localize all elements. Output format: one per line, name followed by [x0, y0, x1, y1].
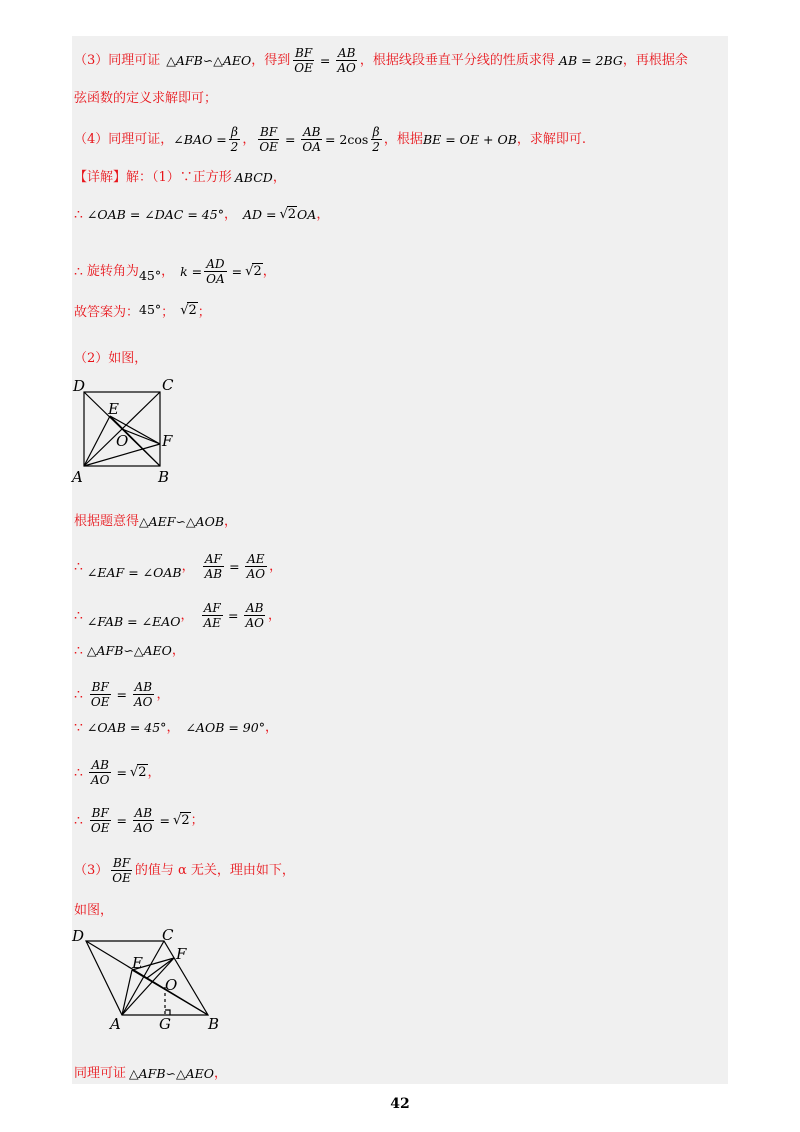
numerator: AF [203, 601, 221, 615]
text: ，求解即可. [516, 131, 587, 147]
numerator: AB [337, 46, 356, 60]
diagonal-ac [122, 941, 164, 1015]
text: ， [262, 263, 276, 279]
label-f: F [176, 945, 187, 963]
numerator: BF [113, 856, 131, 870]
fraction [89, 758, 112, 787]
math-expr: OA [297, 206, 317, 222]
math-similar: △AEF∽△AOB [139, 514, 225, 529]
denominator: AO [337, 61, 356, 75]
step-line: ∴ ∠EAF = ∠OAB ， $\frac{AF}{AB}$ = $\frac{AE}{AO}$ ， [74, 552, 283, 581]
sqrt: √2 [173, 813, 190, 828]
therefore-symbol: ∴ [74, 643, 83, 659]
numerator: AD [206, 257, 225, 271]
fraction [292, 46, 315, 75]
text: ， [224, 514, 238, 529]
equals: = [159, 812, 171, 828]
text: ， [264, 720, 278, 735]
step-line: ∴ $\frac{BF}{OE}$ = $\frac{AB}{AO}$ = √2 ； [74, 806, 204, 835]
part-3-heading [74, 856, 295, 885]
denominator: OE [259, 140, 278, 154]
fraction [245, 552, 268, 581]
math-expr: ∠AOB = 90° [185, 720, 265, 735]
math-expr: ∠OAB = ∠DAC = 45° [86, 206, 224, 222]
math-similar: △AFB∽△AEO [129, 1066, 215, 1081]
radicand: 2 [253, 264, 262, 279]
fraction [132, 680, 155, 709]
segment-ae [84, 416, 110, 466]
page-number: 42 [390, 1096, 410, 1112]
label-e: E [132, 954, 143, 972]
text: ， [166, 720, 180, 735]
figure-intro [74, 903, 113, 919]
text: ， [181, 558, 195, 574]
math-expr: = 2cos [324, 131, 369, 147]
label-b: B [208, 1015, 220, 1033]
text: 如图， [74, 903, 114, 918]
text: 故答案为： [74, 305, 140, 320]
numerator: AB [91, 758, 109, 772]
text: （3） [74, 862, 109, 878]
text: （3）同理可证 [74, 52, 161, 68]
math-expr: ∠FAB = ∠EAO [86, 613, 181, 629]
therefore-symbol: ∴ [74, 263, 83, 280]
because-symbol: ∵ [74, 720, 83, 736]
text: ， [171, 643, 185, 658]
text: ， [269, 558, 283, 574]
numerator: BF [260, 125, 278, 139]
denominator: OE [112, 871, 131, 885]
therefore-symbol: ∴ [74, 686, 83, 703]
step-line [74, 257, 276, 286]
label-g: G [159, 1015, 171, 1033]
sqrt: √2 [180, 302, 197, 318]
numerator: AB [134, 680, 153, 694]
math-similar: △AFB∽△AEO [86, 643, 172, 658]
text: ， [316, 206, 330, 222]
label-a: A [110, 1015, 121, 1033]
square-figure [70, 374, 190, 490]
math-expr: ∠OAB = 45° [86, 720, 167, 735]
equals: = [231, 263, 243, 279]
label-f: F [162, 432, 173, 450]
step-line: ∴ ∠FAB = ∠EAO ， $\frac{AF}{AE}$ = $\frac{AB}{AO}$ ， [74, 601, 281, 630]
fraction [243, 601, 266, 630]
math-expr: BE = OE + OB [422, 131, 517, 147]
denominator: OE [294, 61, 313, 75]
fraction [89, 806, 112, 835]
fraction [370, 125, 382, 154]
text: ， [223, 206, 237, 222]
denominator: AB [204, 567, 223, 581]
sqrt: √2 [279, 207, 297, 222]
radicand: 2 [188, 302, 197, 318]
fraction [110, 856, 133, 885]
label-o: O [116, 432, 129, 450]
therefore-symbol: ∴ [74, 607, 83, 624]
hint-line-3-cont [74, 91, 217, 107]
fraction [203, 552, 224, 581]
label-c: C [162, 926, 174, 944]
math-expr: AD = [242, 206, 277, 222]
label-b: B [158, 468, 170, 486]
text: ； [190, 812, 204, 828]
denominator: OE [90, 821, 110, 835]
text: 【详解】解：（1）∵正方形 [74, 170, 232, 185]
radicand: 2 [138, 765, 147, 780]
label-o: O [165, 976, 178, 994]
denominator: OE [90, 695, 110, 709]
equals: = [116, 764, 127, 780]
hint-line-3: （3）同理可证 △AFB∽△AEO ，得到 $\frac{BF}{OE}$ = $\frac{AB}{AO}$ ，根据线段垂直平分线的性质求得 AB = 2BG ，再根据余 [74, 46, 688, 75]
denominator: OA [302, 140, 321, 154]
text: （2）如图， [74, 351, 148, 366]
denominator: AO [245, 616, 264, 630]
hint-line-4: （4）同理可证， ∠BAO = $\frac{\beta}{2}$ ， $\frac{BF}{OE}$ = $\frac{AB}{OA}$ = 2cos $\frac{\beta}{2}$ ，根据 BE = OE + OB ，求解即可. [74, 125, 587, 154]
math-value: 45° [138, 267, 162, 283]
fraction [132, 806, 155, 835]
numerator: AB [302, 125, 321, 139]
text: 旋转角为 [86, 263, 139, 279]
math-expr: ∠EAF = ∠OAB [86, 564, 182, 580]
segment-ae [122, 970, 132, 1015]
text: ，根据线段垂直平分线的性质求得 [359, 52, 555, 68]
text: ， [161, 263, 175, 279]
label-e: E [108, 400, 119, 418]
fraction [202, 601, 223, 630]
denominator: AO [246, 567, 266, 581]
label-a: A [72, 468, 83, 486]
denominator: AE [203, 616, 221, 630]
denominator: AO [134, 821, 153, 835]
radicand: 2 [287, 207, 297, 222]
text: ，根据 [383, 131, 423, 147]
fraction [335, 46, 358, 75]
step-line [74, 643, 185, 659]
fraction [204, 257, 227, 286]
math-expr: AB = 2BG [558, 52, 623, 68]
numerator: BF [91, 806, 109, 820]
step-line: ∴ $\frac{BF}{OE}$ = $\frac{AB}{AO}$ ， [74, 680, 170, 709]
text: ， [267, 607, 281, 623]
text: 同理可证 [74, 1066, 127, 1081]
math-similar: △AFB∽△AEO [166, 52, 252, 68]
numerator: AB [245, 601, 264, 615]
numerator: AF [204, 552, 222, 566]
text: ； [197, 305, 211, 320]
numerator: β [372, 125, 380, 139]
numerator: BF [91, 680, 109, 694]
text: 弦函数的定义求解即可； [74, 91, 218, 106]
therefore-symbol: ∴ [74, 812, 83, 829]
math-expr: ABCD [234, 170, 273, 185]
label-d: D [72, 927, 85, 945]
step-line [74, 206, 329, 223]
denominator: AO [134, 695, 153, 709]
step-line [74, 1066, 227, 1082]
part-2-heading [74, 351, 147, 367]
segment-of [147, 958, 174, 978]
denominator: AO [90, 773, 110, 787]
fraction [300, 125, 323, 154]
denominator: 2 [230, 140, 239, 154]
text: ， [214, 1066, 228, 1081]
denominator: 2 [372, 140, 380, 154]
text: ， [147, 764, 161, 780]
fraction [229, 125, 241, 154]
label-c: C [162, 376, 174, 394]
text: ； [161, 305, 175, 320]
math-angle: ∠BAO = [173, 131, 227, 147]
parallelogram-figure [70, 924, 230, 1036]
sqrt: √2 [245, 264, 262, 279]
step-line [74, 514, 237, 530]
answer-line [74, 302, 211, 321]
therefore-symbol: ∴ [74, 206, 83, 223]
step-line [74, 720, 278, 736]
therefore-symbol: ∴ [74, 764, 83, 781]
text: （4）同理可证， [74, 131, 174, 147]
text: ， [272, 170, 286, 185]
math-value: 45° [139, 302, 162, 317]
therefore-symbol: ∴ [74, 558, 83, 575]
step-line [74, 758, 161, 787]
label-d: D [73, 377, 86, 395]
denominator: OA [206, 272, 225, 286]
text: ， [242, 131, 256, 147]
math-expr: k = [180, 263, 203, 279]
sqrt: √2 [129, 765, 147, 780]
text: 的值与 α 无关，理由如下， [134, 862, 295, 878]
text: 根据题意得 [74, 514, 140, 529]
fraction [257, 125, 280, 154]
text: ， [180, 607, 194, 623]
detail-heading [74, 170, 286, 186]
numerator: AE [247, 552, 265, 566]
numerator: β [231, 125, 238, 139]
text: ，得到 [251, 52, 291, 68]
numerator: AB [134, 806, 153, 820]
fraction [89, 680, 112, 709]
numerator: BF [295, 46, 313, 60]
text: ，再根据余 [622, 52, 688, 68]
radicand: 2 [181, 813, 190, 828]
text: ， [156, 686, 170, 702]
